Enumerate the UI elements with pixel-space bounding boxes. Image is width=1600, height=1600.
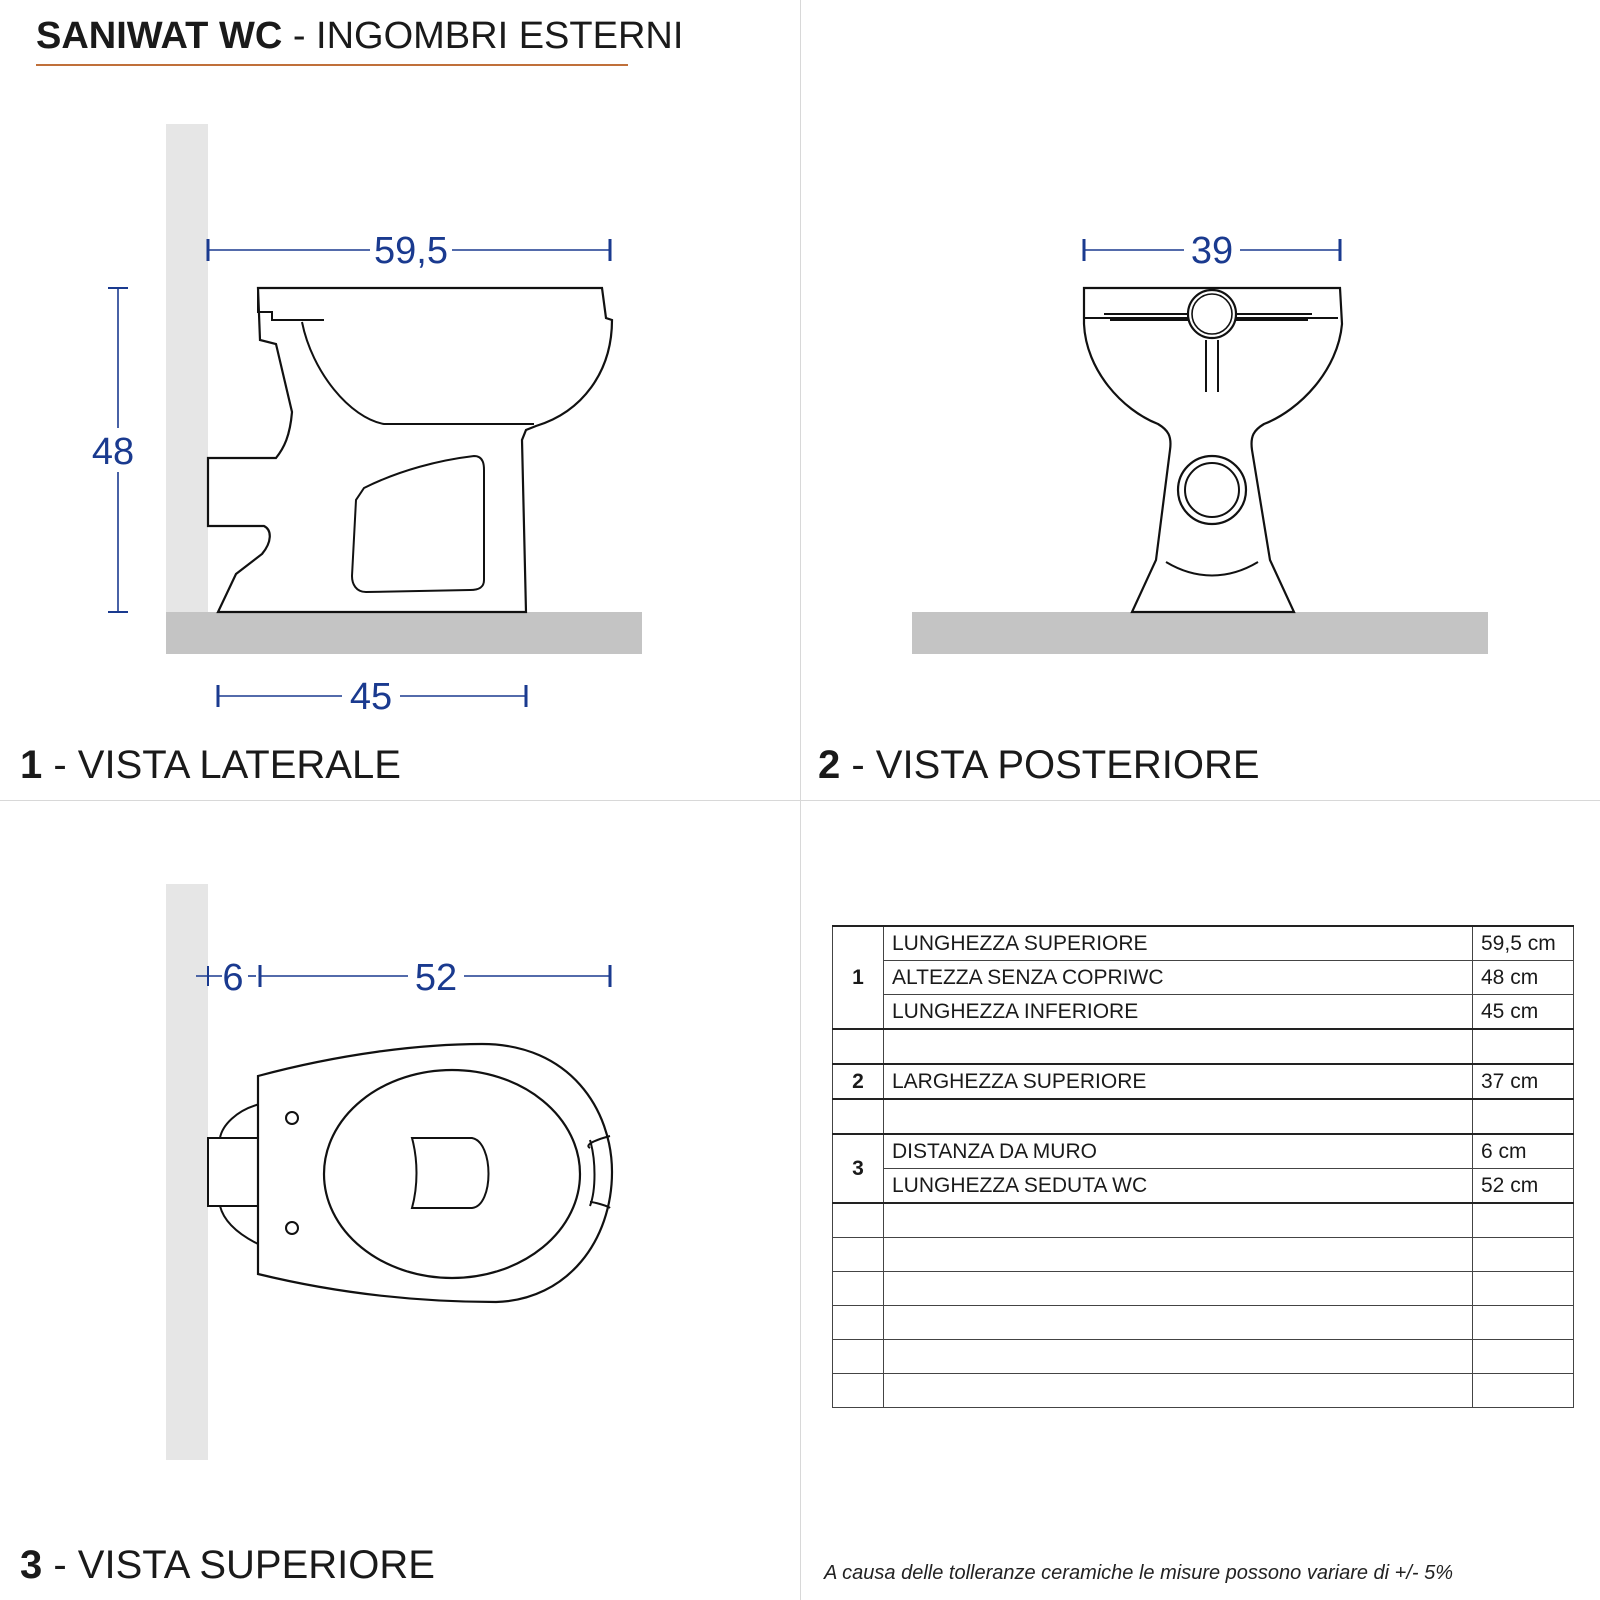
table-cell-value — [1473, 1340, 1574, 1374]
table-cell-value — [1473, 1029, 1574, 1064]
top-wall — [166, 884, 208, 1460]
table-cell-value — [1473, 1272, 1574, 1306]
side-view-label — [20, 742, 401, 788]
table-cell-value — [1473, 1306, 1574, 1340]
table-row — [833, 961, 1574, 995]
table-row — [833, 1169, 1574, 1204]
page-subtitle: - INGOMBRI ESTERNI — [282, 15, 684, 57]
dim-top-wall-distance: 6 — [222, 957, 244, 999]
table-cell-label: DISTANZA DA MURO — [884, 1134, 1473, 1169]
tolerance-footnote: A causa delle tolleranze ceramiche le misure possono variare di +/- 5% — [824, 1562, 1454, 1584]
side-toilet-outline — [208, 288, 612, 612]
top-view-drawing — [166, 884, 612, 1460]
dim-side-height: 48 — [91, 431, 135, 473]
table-cell-value: 59,5 cm — [1473, 926, 1574, 961]
table-row — [833, 1064, 1574, 1099]
table-cell-group — [833, 1203, 884, 1238]
top-toilet-outline — [258, 1044, 612, 1302]
table-cell-label — [884, 1099, 1473, 1134]
rear-floor — [912, 612, 1488, 654]
table-cell-label: LUNGHEZZA SUPERIORE — [884, 926, 1473, 961]
table-cell-label — [884, 1029, 1473, 1064]
table-row — [833, 1374, 1574, 1408]
brand-name: SANIWAT WC — [36, 15, 283, 57]
side-view-title: - VISTA LATERALE — [42, 743, 401, 787]
table-cell-label: LUNGHEZZA SEDUTA WC — [884, 1169, 1473, 1204]
table-cell-value: 48 cm — [1473, 961, 1574, 995]
table-row — [833, 1272, 1574, 1306]
table-cell-group — [833, 1374, 884, 1408]
table-cell-label — [884, 1238, 1473, 1272]
table-cell-label — [884, 1272, 1473, 1306]
side-floor — [166, 612, 642, 654]
side-view-number: 1 — [20, 743, 43, 787]
table-group-2: 2 — [833, 1064, 884, 1099]
dim-side-top-length: 59,5 — [374, 230, 448, 272]
table-cell-group — [833, 1238, 884, 1272]
table-row — [833, 1203, 1574, 1238]
table-cell-value — [1473, 1203, 1574, 1238]
rear-view-title: - VISTA POSTERIORE — [840, 743, 1260, 787]
table-row — [833, 1029, 1574, 1064]
rear-view-number: 2 — [818, 743, 841, 787]
table-group-3: 3 — [833, 1134, 884, 1203]
table-cell-label — [884, 1203, 1473, 1238]
table-cell-label — [884, 1340, 1473, 1374]
table-cell-label — [884, 1306, 1473, 1340]
dim-side-bottom-length: 45 — [349, 676, 393, 718]
table-cell-label: LUNGHEZZA INFERIORE — [884, 995, 1473, 1030]
table-row — [833, 1099, 1574, 1134]
table-cell-group — [833, 1099, 884, 1134]
table-cell-group — [833, 1340, 884, 1374]
table-cell-value: 6 cm — [1473, 1134, 1574, 1169]
table-cell-group — [833, 1306, 884, 1340]
table-row — [833, 1134, 1574, 1169]
table-cell-label: LARGHEZZA SUPERIORE — [884, 1064, 1473, 1099]
side-wall — [166, 124, 208, 612]
table-cell-value: 37 cm — [1473, 1064, 1574, 1099]
table-row — [833, 926, 1574, 961]
rear-view-label — [818, 742, 1260, 788]
table-cell-value: 45 cm — [1473, 995, 1574, 1030]
table-cell-group — [833, 1029, 884, 1064]
rear-view-drawing — [912, 230, 1488, 654]
dimensions-table — [832, 925, 1574, 1408]
table-row — [833, 1340, 1574, 1374]
table-cell-value: 52 cm — [1473, 1169, 1574, 1204]
table-cell-value — [1473, 1099, 1574, 1134]
table-cell-value — [1473, 1238, 1574, 1272]
top-view-label — [20, 1542, 435, 1588]
side-view-drawing — [88, 124, 642, 718]
top-view-number: 3 — [20, 1543, 43, 1587]
dim-top-seat-length: 52 — [414, 957, 458, 999]
table-cell-value — [1473, 1374, 1574, 1408]
table-row — [833, 1238, 1574, 1272]
table-row — [833, 1306, 1574, 1340]
table-row — [833, 995, 1574, 1030]
top-view-title: - VISTA SUPERIORE — [42, 1543, 435, 1587]
table-cell-label — [884, 1374, 1473, 1408]
table-group-1: 1 — [833, 926, 884, 1029]
table-cell-group — [833, 1272, 884, 1306]
dim-rear-top-width: 39 — [1190, 230, 1234, 272]
table-cell-label: ALTEZZA SENZA COPRIWC — [884, 961, 1473, 995]
